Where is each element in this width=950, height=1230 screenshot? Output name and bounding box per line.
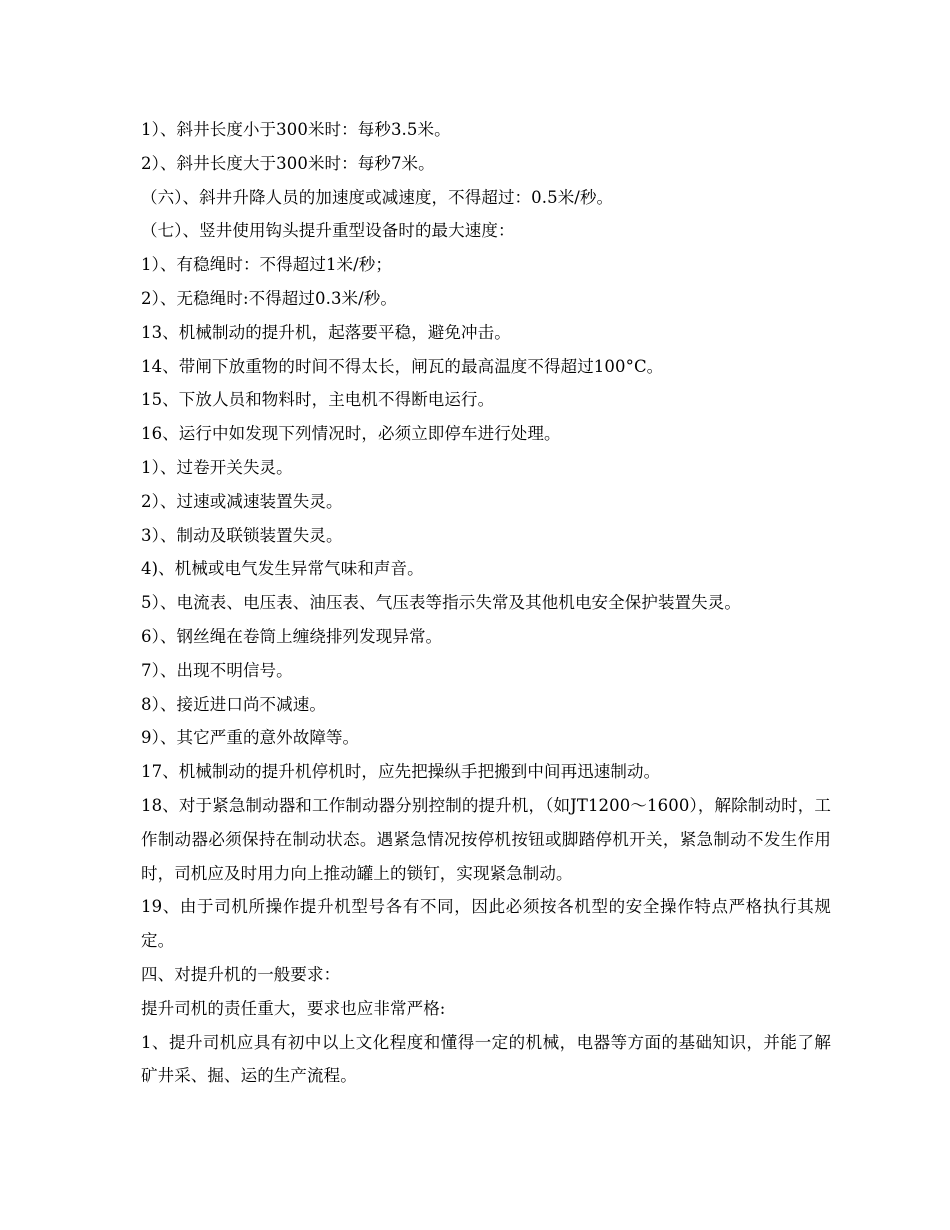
text-line: 1）、有稳绳时：不得超过1米/秒； xyxy=(141,255,393,275)
text-line: （六）、斜井升降人员的加速度或减速度，不得超过：0.5米/秒。 xyxy=(141,187,614,207)
text-line: （七）、竖井使用钩头提升重型设备时的最大速度： xyxy=(141,221,515,241)
text-line: 提升司机的责任重大，要求也应非常严格: xyxy=(141,998,446,1018)
text-line: 2）、斜井长度大于300米时：每秒7米。 xyxy=(141,153,435,173)
paragraph: 19、由于司机所操作提升机型号各有不同，因此必须按各机型的安全操作特点严格执行其规定。 xyxy=(141,897,831,951)
text-line: 14、带闸下放重物的时间不得太长，闸瓦的最高温度不得超过100°C。 xyxy=(141,356,664,376)
text-line: 2）、无稳绳时:不得超过0.3米/秒。 xyxy=(141,288,398,308)
text-line: 2）、过速或减速装置失灵。 xyxy=(141,491,343,511)
text-line: 16、运行中如发现下列情况时，必须立即停车进行处理。 xyxy=(141,424,561,444)
paragraph: 1、提升司机应具有初中以上文化程度和懂得一定的机械，电器等方面的基础知识，并能了解矿井采、掘、运的生产流程。 xyxy=(141,1032,831,1086)
document-page xyxy=(141,113,831,1093)
text-line: 9）、其它严重的意外故障等。 xyxy=(141,728,360,748)
text-line: 4)、机械或电气发生异常气味和声音。 xyxy=(141,559,424,579)
text-line: 17、机械制动的提升机停机时，应先把操纵手把搬到中间再迅速制动。 xyxy=(141,762,661,782)
text-line: 7）、出现不明信号。 xyxy=(141,660,293,680)
section-heading: 四、对提升机的一般要求： xyxy=(141,964,341,984)
text-line: 15、下放人员和物料时，主电机不得断电运行。 xyxy=(141,390,495,410)
paragraph: 18、对于紧急制动器和工作制动器分别控制的提升机，（如JT1200～1600），解除制动时，工作制动器必须保持在制动状态。遇紧急情况按停机按钮或脚踏停机开关，紧急制动不发生作用时，司机应及时用力向上推动罐上的锁钉，实现紧急制动。 xyxy=(141,795,831,883)
text-line: 3）、制动及联锁装置失灵。 xyxy=(141,525,343,545)
text-line: 1）、过卷开关失灵。 xyxy=(141,457,293,477)
text-line: 8）、接近进口尚不减速。 xyxy=(141,694,326,714)
text-line: 1）、斜井长度小于300米时：每秒3.5米。 xyxy=(141,120,451,139)
text-line: 6）、钢丝绳在卷筒上缠绕排列发现异常。 xyxy=(141,626,443,646)
text-line: 5）、电流表、电压表、油压表、气压表等指示失常及其他机电安全保护装置失灵。 xyxy=(141,593,741,613)
text-line: 13、机械制动的提升机，起落要平稳，避免冲击。 xyxy=(141,322,511,342)
